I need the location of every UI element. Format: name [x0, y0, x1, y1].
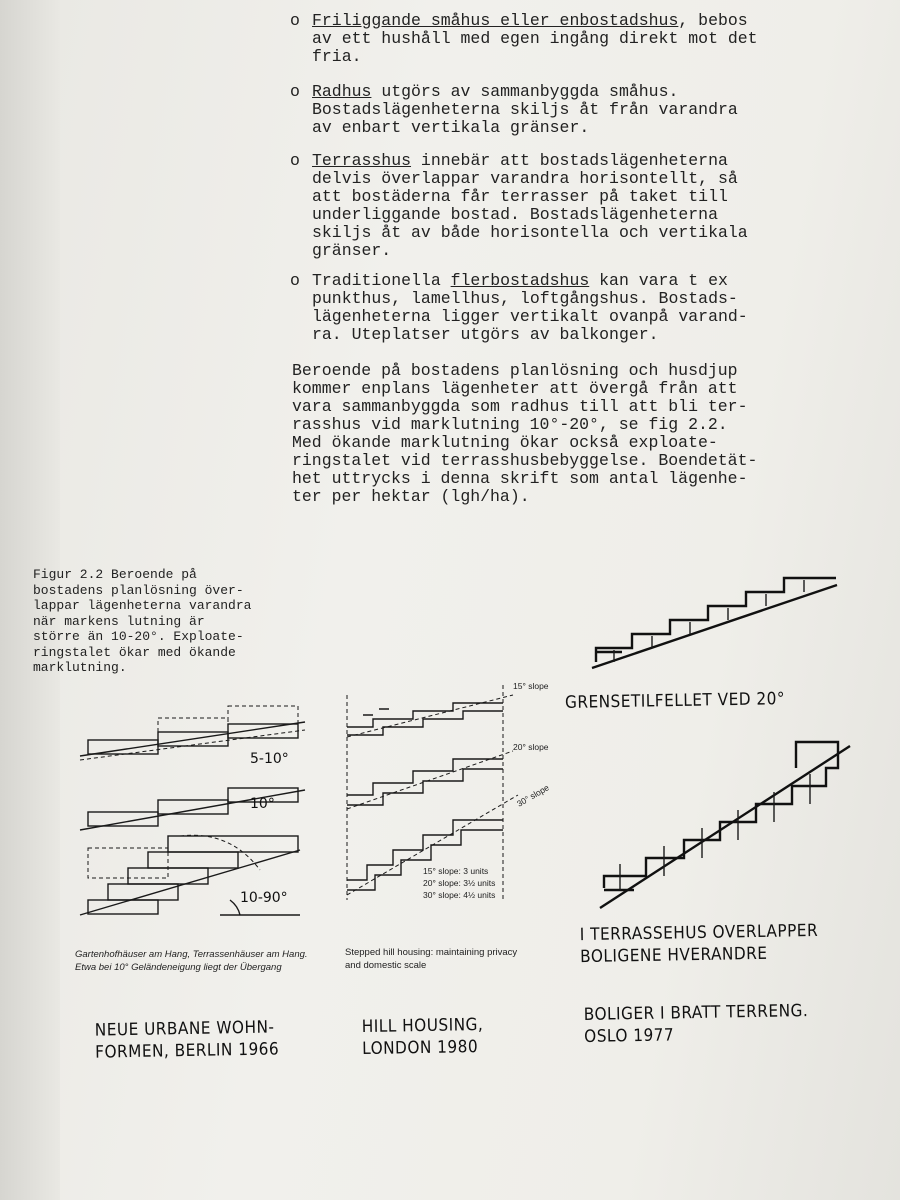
figure-mid-sections [343, 675, 551, 915]
paragraph-line: ter per hektar (lgh/ha). [292, 487, 530, 506]
mid-figure-caption [345, 946, 565, 972]
bullet-1 [290, 83, 810, 137]
label-line: I TERRASSEHUS OVERLAPPER [579, 920, 819, 946]
note-line: HILL HOUSING, [361, 1014, 484, 1038]
bullet-line [312, 272, 810, 290]
text-run: att bostäderna får terrasser på taket till [312, 187, 728, 206]
units-15: 15° slope: 3 units [423, 866, 489, 876]
bullet-text [312, 12, 810, 66]
bullet-line [312, 101, 810, 119]
label-10: 10° [250, 796, 275, 812]
caption-line: när markens lutning är [33, 613, 205, 629]
text-run: lägenheterna ligger vertikalt ovanpå varand- [312, 307, 748, 326]
bullet-line [312, 188, 810, 206]
paragraph-line: ringstalet vid terrasshusbebyggelse. Boendetät- [292, 451, 758, 470]
bullet-line [312, 30, 810, 48]
paragraph-line: vara sammanbyggda som radhus till att bli ter- [292, 397, 748, 416]
underlined-term: flerbostadshus [450, 271, 590, 290]
note-line: LONDON 1980 [362, 1037, 479, 1060]
text-run: ra. Uteplatser utgörs av balkonger. [312, 325, 659, 344]
label-5-10: 5-10° [250, 751, 289, 767]
left-figure-caption [75, 948, 345, 974]
bullet-marker: o [290, 11, 300, 30]
paragraph-line: rasshus vid marklutning 10°-20°, se fig 2.2. [292, 415, 728, 434]
slope-label-20: 20° slope [513, 742, 549, 752]
label-line: BOLIGENE HVERANDRE [580, 943, 768, 968]
bullet-text [312, 272, 810, 344]
section-20-slope [347, 751, 513, 809]
bullet-marker: o [290, 271, 300, 290]
paragraph-line: Beroende på bostadens planlösning och husdjup [292, 361, 738, 380]
figure-right-top [592, 570, 852, 670]
label-10-90: 10-90° [240, 890, 288, 906]
bullet-0 [290, 12, 810, 66]
bullet-line [312, 308, 810, 326]
caption-line: större än 10-20°. Exploate- [33, 629, 244, 644]
text-run: av enbart vertikala gränser. [312, 118, 590, 137]
bullet-line [312, 119, 810, 137]
caption-line: lappar lägenheterna varandra [33, 598, 252, 613]
bullet-line [312, 12, 810, 30]
text-run: delvis överlappar varandra horisontellt, så [312, 169, 738, 188]
text-run: , bebos [678, 11, 748, 30]
caption-line: Gartenhofhäuser am Hang, Terrassenhäuser am Hang. [75, 949, 308, 960]
text-run: utgörs av sammanbyggda småhus. [371, 82, 679, 101]
text-run: Traditionella [312, 271, 451, 290]
caption-line: Figur 2.2 Beroende på [33, 567, 197, 582]
note-line: NEUE URBANE WOHN- [94, 1017, 275, 1041]
bullet-line [312, 83, 810, 101]
bullet-line [312, 326, 810, 344]
figure-caption [33, 567, 298, 676]
caption-line: marklutning. [33, 660, 127, 675]
right-bottom-label [580, 920, 819, 968]
source-note-oslo [584, 1000, 809, 1048]
text-run: punkthus, lamellhus, loftgångshus. Bostads- [312, 289, 738, 308]
caption-line: Stepped hill housing: maintaining privacy [345, 947, 518, 958]
source-note-london [362, 1014, 484, 1060]
section-15-slope [347, 695, 513, 737]
text-run: Bostadslägenheterna skiljs åt från varandra [312, 100, 738, 119]
underlined-term: Radhus [312, 82, 372, 101]
body-paragraph [292, 362, 812, 506]
bullet-line [312, 48, 810, 66]
paragraph-line: het uttrycks i denna skrift som antal lägenhe- [292, 469, 748, 488]
text-run: skiljs åt av både horisontella och vertikala [312, 223, 748, 242]
bullet-line [312, 152, 810, 170]
bullet-3 [290, 272, 810, 344]
bullet-text [312, 152, 810, 260]
paragraph-line: kommer enplans lägenheter att övergå från att [292, 379, 738, 398]
text-run: innebär att bostadslägenheterna [411, 151, 728, 170]
underlined-term: Terrasshus [312, 151, 412, 170]
text-run: gränser. [312, 241, 392, 260]
slope-label-15: 15° slope [513, 681, 549, 691]
text-run: underliggande bostad. Bostadslägenheterna [312, 205, 718, 224]
bullet-line [312, 242, 810, 260]
bullet-line [312, 206, 810, 224]
caption-line: ringstalet ökar med ökande [33, 644, 236, 660]
bullet-line [312, 290, 810, 308]
underlined-term: Friliggande småhus eller enbostadshus [312, 11, 679, 30]
right-top-label: GRENSETILFELLET VED 20° [564, 689, 786, 713]
note-line: OSLO 1977 [584, 1025, 675, 1047]
text-run: fria. [312, 47, 362, 66]
caption-line: and domestic scale [345, 960, 427, 971]
caption-line: bostadens planlösning över- [33, 582, 244, 598]
bullet-text [312, 83, 810, 137]
paragraph-line: Med ökande marklutning ökar också exploate- [292, 433, 718, 452]
bullet-marker: o [290, 82, 300, 101]
units-30: 30° slope: 4½ units [423, 890, 496, 900]
slope-label-30: 30° slope [515, 782, 551, 809]
text-run: kan vara t ex [589, 271, 728, 290]
text-run: av ett hushåll med egen ingång direkt mot det [312, 29, 758, 48]
bullet-marker: o [290, 151, 300, 170]
note-line: BOLIGER I BRATT TERRENG. [583, 1001, 809, 1025]
bullet-line [312, 224, 810, 242]
caption-line: Etwa bei 10° Geländeneigung liegt der Übergang [75, 962, 282, 973]
note-line: FORMEN, BERLIN 1966 [95, 1039, 280, 1063]
units-20: 20° slope: 3½ units [423, 878, 496, 888]
bullet-2 [290, 152, 810, 260]
bullet-line [312, 170, 810, 188]
figure-right-bottom [600, 740, 860, 910]
source-note-berlin [95, 1016, 280, 1063]
